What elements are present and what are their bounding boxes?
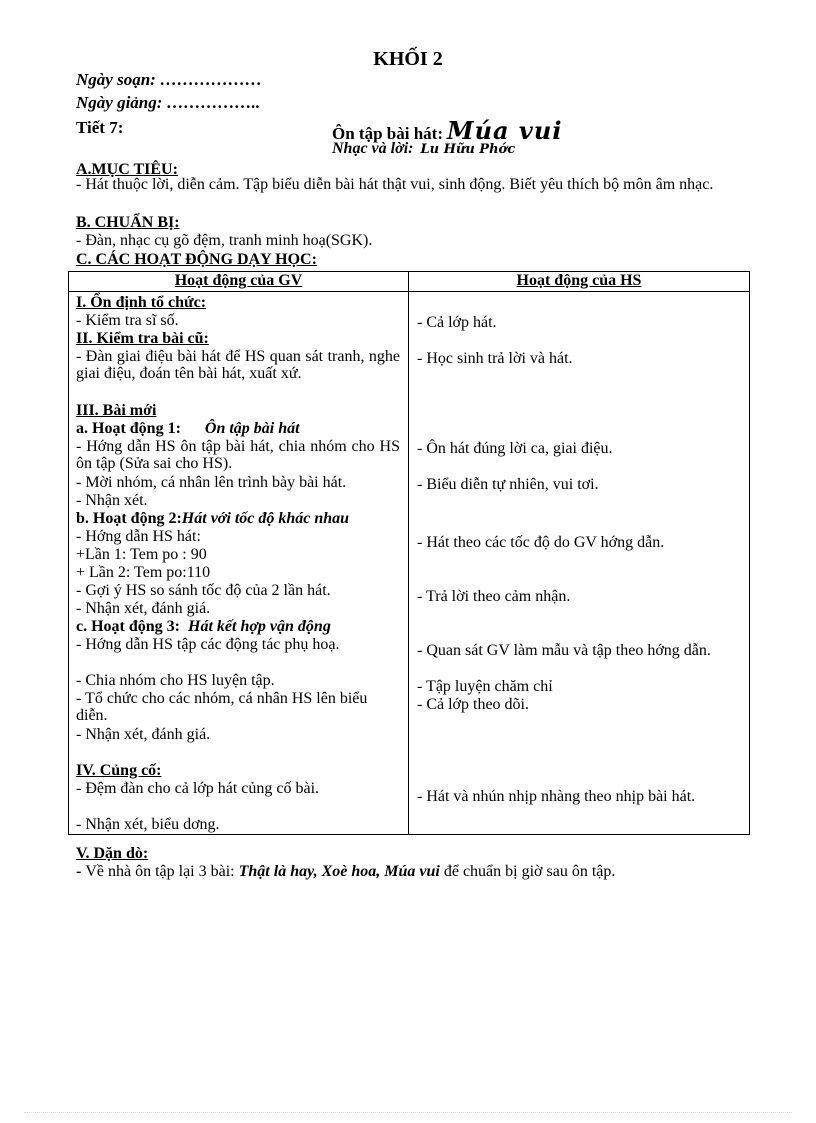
gv-a-title: Ôn tập bài hát (204, 420, 300, 437)
gv-c-title: Hát kết hợp vận động (188, 618, 331, 635)
table-body-row (69, 292, 750, 835)
section-b-text: - Đàn, nhạc cụ gõ đệm, tranh minh hoạ(SGK). (76, 232, 373, 249)
composer-line (332, 140, 515, 158)
section-v-text (76, 863, 615, 881)
v-songs: Thật là hay, Xoè hoa, Múa vui (238, 863, 440, 880)
hs-10: - Hát và nhún nhịp nhàng theo nhịp bài hát. (417, 788, 696, 805)
gv-b-1: - Hớng dẫn HS hát: (76, 528, 201, 545)
hs-5: - Hát theo các tốc độ do GV hớng dẫn. (417, 534, 665, 551)
v-text-1: Về nhà ôn tập lại 3 bài: (85, 863, 239, 880)
gv-i-1: - Kiểm tra sĩ số. (76, 312, 179, 329)
gv-iv-1: - Đệm đàn cho cả lớp hát củng cố bài. (76, 780, 320, 797)
gv-b-label: b. Hoạt động 2: (76, 510, 182, 527)
hs-2: - Học sinh trả lời và hát. (417, 350, 573, 367)
gv-c-4: - Nhận xét, đánh giá. (76, 726, 211, 743)
gv-iv-heading: IV. Củng cố: (76, 762, 162, 779)
section-b-heading: B. CHUẨN BỊ: (76, 214, 180, 231)
gv-b-2: +Lần 1: Tem po : 90 (76, 546, 207, 563)
section-c-heading: C. CÁC HOẠT ĐỘNG DẠY HỌC: (76, 251, 317, 268)
gv-c-label: c. Hoạt động 3: (76, 618, 180, 635)
section-v-heading: V. Dặn dò: (76, 845, 149, 862)
composer-name: Lu Hữu Phớc (420, 142, 516, 157)
hs-8: - Tập luyện chăm chỉ (417, 678, 553, 695)
gv-column (69, 292, 409, 835)
page-title: KHỐI 2 (373, 48, 443, 70)
hs-9: - Cả lớp theo dõi. (417, 696, 529, 713)
hs-1: - Cả lớp hát. (417, 314, 497, 331)
hs-4: - Biểu diễn tự nhiên, vui tơi. (417, 476, 599, 493)
gv-ii-1: - Đàn giai điệu bài hát để HS quan sát tranh, nghe giai điệu, đoán tên bài hát, xuất xứ. (76, 348, 400, 382)
col-header-gv: Hoạt động của GV (69, 272, 409, 292)
col-header-hs: Hoạt động của HS (409, 272, 750, 292)
table-header-row (69, 272, 750, 292)
gv-c-1: - Hớng dẫn HS tập các động tác phụ hoạ. (76, 636, 340, 653)
gv-activity-3 (76, 618, 400, 635)
gv-iii-heading: III. Bài mới (76, 402, 157, 419)
tiet-label: Tiết 7: (76, 118, 124, 137)
ngay-giang: Ngày giảng: …………….. (76, 93, 261, 112)
gv-activity-2 (76, 510, 400, 527)
nhac-loi-label: Nhạc và lời: (332, 140, 414, 157)
gv-i-heading: I. Ổn định tổ chức: (76, 294, 207, 311)
section-a-text: - Hát thuộc lời, diễn cảm. Tập biểu diễn bài hát thật vui, sinh động. Biết yêu thích bộ môn âm nhạc. (76, 176, 714, 193)
song-title: Múa vui (447, 116, 563, 145)
gv-a-2: - Mời nhóm, cá nhân lên trình bày bài hát. (76, 474, 347, 491)
hs-3: - Ôn hát đúng lời ca, giai điệu. (417, 440, 613, 457)
gv-c-3: - Tổ chức cho các nhóm, cá nhân HS lên biểu diễn. (76, 690, 368, 724)
gv-a-1: - Hớng dẫn HS ôn tập bài hát, chia nhóm cho HS ôn tập (Sửa sai cho HS). (76, 438, 400, 472)
ngay-soan: Ngày soạn: ……………… (76, 70, 263, 89)
gv-a-3: - Nhận xét. (76, 492, 148, 509)
hs-6: - Trả lời theo cảm nhận. (417, 588, 571, 605)
activities-table (68, 271, 750, 835)
on-tap-label: Ôn tập bài hát: (332, 124, 443, 143)
v-prefix: - (76, 863, 86, 880)
gv-ii-heading: II. Kiểm tra bài cũ: (76, 330, 209, 347)
hs-column (409, 292, 750, 835)
section-a-heading: A.MỤC TIÊU: (76, 161, 178, 178)
gv-b-3: + Lần 2: Tem po:110 (76, 564, 211, 581)
gv-b-4: - Gợi ý HS so sánh tốc độ của 2 lần hát. (76, 582, 331, 599)
page-bottom-border (24, 1112, 792, 1113)
v-text-2: để chuẩn bị giờ sau ôn tập. (439, 863, 616, 880)
gv-c-2: - Chia nhóm cho HS luyện tập. (76, 672, 275, 689)
gv-activity-1 (76, 420, 400, 437)
gv-a-label: a. Hoạt động 1: (76, 420, 181, 437)
gv-b-5: - Nhận xét, đánh giá. (76, 600, 211, 617)
hs-7: - Quan sát GV làm mẫu và tập theo hớng dẫn. (417, 642, 711, 659)
gv-iv-2: - Nhận xét, biểu dơng. (76, 816, 220, 833)
gv-b-title: Hát với tốc độ khác nhau (181, 510, 350, 527)
